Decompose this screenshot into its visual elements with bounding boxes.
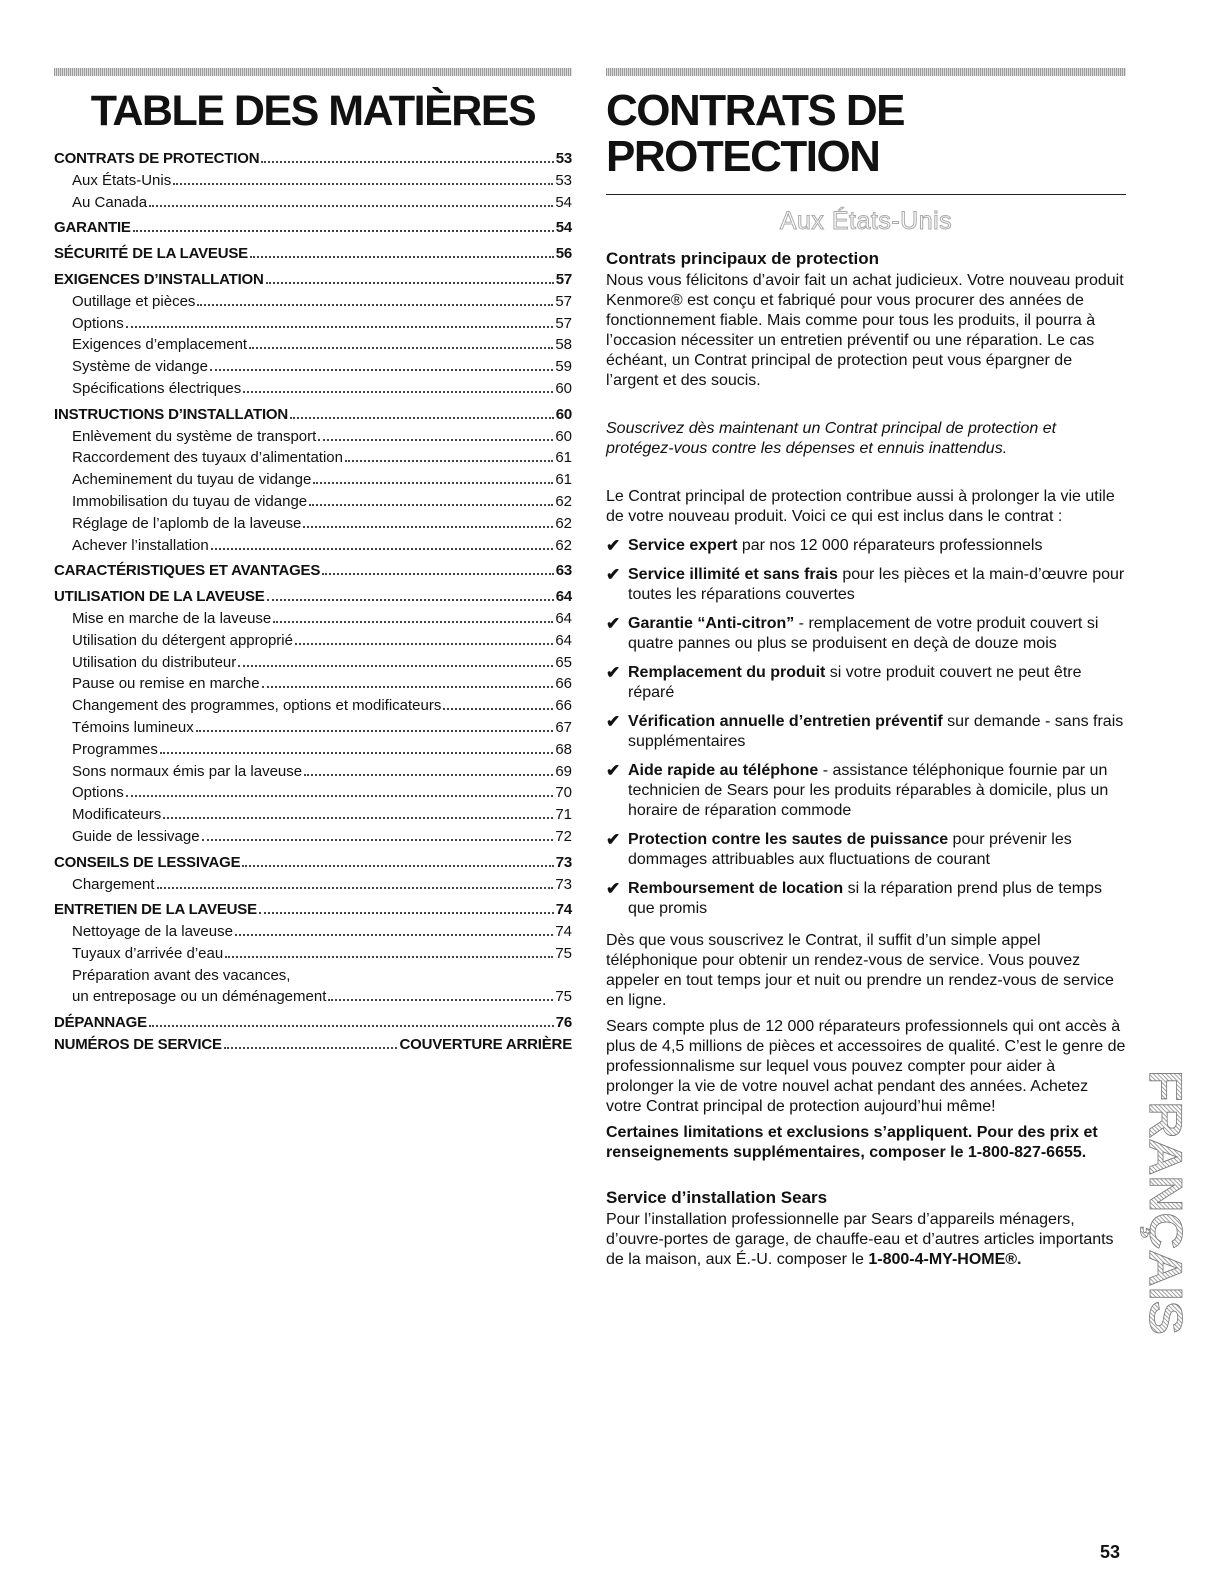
- benefit-title: Garantie “Anti-citron”: [628, 615, 795, 632]
- toc-entry-label: ENTRETIEN DE LA LAVEUSE: [54, 901, 257, 919]
- toc-leader-dots: [290, 417, 554, 419]
- toc-leader-dots: [157, 887, 554, 889]
- toc-entry-page: 56: [555, 245, 572, 263]
- benefit-title: Protection contre les sautes de puissance: [628, 831, 949, 848]
- toc-entry-page: 62: [555, 492, 572, 510]
- toc-leader-dots: [345, 460, 553, 462]
- benefit-text: [628, 663, 1126, 703]
- toc-entry-label: Acheminement du tuyau de vidange: [72, 471, 312, 489]
- toc-entry-label: Immobilisation du tuyau de vidange: [72, 492, 308, 510]
- toc-entry-label: EXIGENCES D’INSTALLATION: [54, 270, 264, 288]
- toc-entry-label: INSTRUCTIONS D’INSTALLATION: [54, 405, 289, 423]
- toc-section-entry: [54, 148, 572, 170]
- toc-subsection-entry: [54, 535, 572, 557]
- toc-subsection-entry: [54, 652, 572, 674]
- toc-section-entry: [54, 586, 572, 608]
- toc-entry-page: 64: [555, 631, 572, 649]
- toc-leader-dots: [210, 369, 553, 371]
- toc-entry-page: 65: [555, 653, 572, 671]
- toc-entry-page: 67: [555, 718, 572, 736]
- toc-entry-label: Raccordement des tuyaux d’alimentation: [72, 449, 343, 467]
- call-paragraph: Dès que vous souscrivez le Contrat, il suffit d’un simple appel téléphonique pour obtenir un rendez-vous de service. Vous pouvez appeler en tout temps jour et nuit ou prendre un rendez-vous de service en ligne.: [606, 932, 1114, 1009]
- benefit-item: [606, 536, 1126, 556]
- limitations-notice: Certaines limitations et exclusions s’appliquent. Pour des prix et renseignements supplémentaires, composer le 1-800-827-6655.: [606, 1124, 1098, 1161]
- toc-entry-page: 64: [555, 588, 572, 606]
- toc-entry-page: 63: [555, 562, 572, 580]
- toc-entry-label: Options: [72, 314, 124, 332]
- toc-column: [54, 68, 572, 1056]
- toc-leader-dots: [259, 912, 554, 914]
- toc-subsection-entry: [54, 608, 572, 630]
- toc-entry-label: Guide de lessivage: [72, 827, 200, 845]
- toc-entry-label: Aux États-Unis: [72, 171, 172, 189]
- toc-leader-dots: [267, 599, 554, 601]
- protection-title: CONTRATS DE PROTECTION: [606, 86, 905, 181]
- toc-entry-page: 66: [555, 697, 572, 715]
- checkmark-icon: ✔: [606, 879, 621, 898]
- toc-subsection-entry: [54, 874, 572, 896]
- toc-entry-label: Mise en marche de la laveuse: [72, 609, 272, 627]
- benefit-description: pour les pièces et la main-d’œuvre pour toutes les réparations couvertes: [628, 566, 1125, 603]
- checkmark-icon: ✔: [606, 565, 621, 584]
- toc-subsection-entry: [54, 491, 572, 513]
- toc-entry-page: 74: [555, 901, 572, 919]
- toc-entry-page: 66: [555, 675, 572, 693]
- toc-leader-dots: [443, 708, 553, 710]
- toc-subsection-entry: [54, 630, 572, 652]
- benefit-text: [628, 712, 1126, 752]
- toc-section-entry: [54, 1034, 572, 1056]
- checkmark-icon: ✔: [606, 536, 621, 555]
- checkmark-icon: ✔: [606, 663, 621, 682]
- toc-entry-label: Sons normaux émis par la laveuse: [72, 762, 303, 780]
- install-phone: 1-800-4-MY-HOME®.: [868, 1251, 1022, 1268]
- toc-section-entry: [54, 852, 572, 874]
- toc-entry-label: Au Canada: [72, 193, 148, 211]
- page-number: 53: [1100, 1542, 1121, 1562]
- toc-entry-label: Pause ou remise en marche: [72, 675, 260, 693]
- toc-leader-dots: [273, 621, 553, 623]
- toc-leader-dots: [211, 548, 554, 550]
- toc-entry-label: CONSEILS DE LESSIVAGE: [54, 853, 241, 871]
- toc-leader-dots: [126, 795, 554, 797]
- benefit-item: [606, 712, 1126, 752]
- toc-subsection-entry: [54, 291, 572, 313]
- toc-entry-page: 58: [555, 336, 572, 354]
- toc-entry-page: 70: [555, 784, 572, 802]
- toc-entry-page: 75: [555, 944, 572, 962]
- toc-leader-dots: [328, 999, 553, 1001]
- benefit-item: [606, 761, 1126, 821]
- toc-leader-dots: [262, 686, 554, 688]
- checkmark-icon: ✔: [606, 614, 621, 633]
- toc-leader-dots: [303, 526, 553, 528]
- benefit-text: [628, 614, 1126, 654]
- toc-leader-dots: [309, 504, 553, 506]
- toc-subsection-entry: [54, 804, 572, 826]
- toc-subsection-entry: [54, 717, 572, 739]
- toc-entry-label: UTILISATION DE LA LAVEUSE: [54, 588, 265, 606]
- toc-leader-dots: [235, 934, 553, 936]
- checkmark-icon: ✔: [606, 712, 621, 731]
- toc-section-entry: [54, 1012, 572, 1034]
- toc-entry-label: Système de vidange: [72, 358, 208, 376]
- benefit-title: Service illimité et sans frais: [628, 566, 838, 583]
- toc-entry-page: 64: [555, 609, 572, 627]
- toc-entry-label: CARACTÉRISTIQUES ET AVANTAGES: [54, 562, 321, 580]
- toc-entry-label: Exigences d’emplacement: [72, 336, 248, 354]
- divider: [606, 194, 1126, 195]
- toc-leader-dots: [224, 1047, 398, 1049]
- toc-entry-page: 60: [555, 379, 572, 397]
- toc-subsection-entry: [54, 469, 572, 491]
- toc-entry-label: Préparation avant des vacances,: [72, 966, 291, 984]
- toc-leader-dots: [202, 839, 554, 841]
- benefit-item: [606, 879, 1126, 919]
- toc-leader-dots: [238, 665, 553, 667]
- toc-subsection-entry: [54, 192, 572, 214]
- benefit-title: Remplacement du produit: [628, 664, 826, 681]
- toc-leader-dots: [242, 865, 553, 867]
- toc-entry-label: Tuyaux d’arrivée d’eau: [72, 944, 224, 962]
- toc-entry-label: Programmes: [72, 740, 158, 758]
- benefit-description: si votre produit couvert ne peut être réparé: [628, 664, 1082, 701]
- protection-column: [606, 68, 1126, 1270]
- toc-entry-page: 69: [555, 762, 572, 780]
- benefit-text: [628, 879, 1126, 919]
- toc-leader-dots: [197, 304, 553, 306]
- toc-subsection-entry: [54, 739, 572, 761]
- toc-leader-dots: [304, 774, 553, 776]
- toc-entry-label: GARANTIE: [54, 219, 131, 237]
- toc-entry-label: Outillage et pièces: [72, 292, 196, 310]
- toc-entry-label: Achever l’installation: [72, 536, 209, 554]
- toc-entry-page: 61: [555, 449, 572, 467]
- toc-subsection-entry: [54, 170, 572, 192]
- toc-entry-label: Options: [72, 784, 124, 802]
- toc-subsection-entry: [54, 986, 572, 1008]
- benefit-text: [628, 761, 1126, 821]
- toc-leader-dots: [250, 256, 554, 258]
- toc-entry-page: 68: [555, 740, 572, 758]
- side-language-label: [1130, 1070, 1200, 1340]
- toc-subsection-entry: [54, 782, 572, 804]
- checkmark-icon: ✔: [606, 761, 621, 780]
- toc-entry-page: 53: [555, 150, 572, 167]
- toc-entry-page: 53: [555, 171, 572, 189]
- toc-entry-label: Spécifications électriques: [72, 379, 242, 397]
- toc-entry-page: COUVERTURE ARRIÈRE: [399, 1036, 572, 1054]
- toc-entry-label: DÉPANNAGE: [54, 1014, 147, 1032]
- install-paragraph: [606, 1210, 1126, 1270]
- toc-leader-dots: [149, 205, 553, 207]
- benefit-description: - remplacement de votre produit couvert si quatre pannes ou plus se produisent en deçà de douze mois: [628, 615, 1099, 652]
- toc-subsection-entry: [54, 943, 572, 965]
- benefit-title: Remboursement de location: [628, 880, 844, 897]
- install-text: Pour l’installation professionnelle par Sears d’appareils ménagers, d’ouvre-portes de garage, de chauffe-eau et d’autres articles importants de la maison, aux É.-U. composer le: [606, 1211, 1114, 1268]
- benefit-description: sur demande - sans frais supplémentaires: [628, 713, 1124, 750]
- toc-section-entry: [54, 404, 572, 426]
- benefit-text: [628, 565, 1126, 605]
- top-rule: [606, 68, 1126, 76]
- toc-leader-dots: [173, 183, 553, 185]
- benefit-title: Aide rapide au téléphone: [628, 762, 819, 779]
- toc-leader-dots: [261, 161, 553, 163]
- benefit-description: par nos 12 000 réparateurs professionnels: [737, 537, 1043, 554]
- toc-entry-label: SÉCURITÉ DE LA LAVEUSE: [54, 245, 248, 263]
- toc-leader-dots: [225, 956, 553, 958]
- benefit-item: [606, 614, 1126, 654]
- toc-entry-page: 61: [555, 471, 572, 489]
- toc-section-entry: [54, 269, 572, 291]
- toc-section-entry: [54, 243, 572, 265]
- toc-entry-page: 62: [555, 514, 572, 532]
- toc-entry-page: 60: [555, 405, 572, 423]
- benefit-list: [606, 536, 1126, 919]
- main-contracts-heading: Contrats principaux de protection: [606, 249, 879, 268]
- toc-leader-dots: [196, 730, 554, 732]
- toc-title: TABLE DES MATIÈRES: [90, 87, 536, 135]
- toc-entry-label: CONTRATS DE PROTECTION: [54, 150, 260, 167]
- toc-entry-page: 59: [555, 358, 572, 376]
- benefit-item: [606, 663, 1126, 703]
- toc-subsection-entry: [54, 673, 572, 695]
- toc-leader-dots: [266, 282, 554, 284]
- toc-leader-dots: [318, 439, 553, 441]
- toc-entry-label: Changement des programmes, options et modificateurs: [72, 697, 442, 715]
- toc-subsection-entry: [54, 921, 572, 943]
- benefit-title: Service expert: [628, 537, 738, 554]
- toc-subsection-entry: [54, 965, 572, 987]
- benefit-title: Vérification annuelle d’entretien préventif: [628, 713, 943, 730]
- benefit-text: [628, 536, 1126, 556]
- toc-entry-page: 57: [555, 314, 572, 332]
- benefit-item: [606, 830, 1126, 870]
- toc-leader-dots: [163, 817, 553, 819]
- toc-section-entry: [54, 560, 572, 582]
- toc-entry-page: 62: [555, 536, 572, 554]
- toc-subsection-entry: [54, 426, 572, 448]
- country-heading: Aux États-Unis: [779, 207, 953, 235]
- toc-entry-page: 76: [555, 1014, 572, 1032]
- toc-subsection-entry: [54, 447, 572, 469]
- toc-entry-page: 57: [555, 270, 572, 288]
- toc-leader-dots: [322, 573, 554, 575]
- toc-entry-page: 71: [555, 806, 572, 824]
- benefit-description: - assistance téléphonique fournie par un technicien de Sears pour les produits réparables à domicile, plus un horaire de réparation commode: [628, 762, 1109, 819]
- italic-note: Souscrivez dès maintenant un Contrat principal de protection et protégez-vous contre les dépenses et ennuis inattendus.: [606, 420, 1057, 457]
- toc-subsection-entry: [54, 695, 572, 717]
- toc-entry-label: Utilisation du détergent approprié: [72, 631, 293, 649]
- benefit-text: [628, 830, 1126, 870]
- toc-leader-dots: [249, 347, 553, 349]
- toc-entry-label: Enlèvement du système de transport: [72, 427, 317, 445]
- toc-entry-label: Utilisation du distributeur: [72, 653, 237, 671]
- toc-entry-label: NUMÉROS DE SERVICE: [54, 1036, 222, 1054]
- toc-leader-dots: [149, 1025, 554, 1027]
- toc-entry-page: 57: [555, 292, 572, 310]
- toc-leader-dots: [160, 752, 553, 754]
- toc-entry-label: un entreposage ou un déménagement: [72, 988, 327, 1006]
- benefit-item: [606, 565, 1126, 605]
- toc-entry-page: 73: [555, 853, 572, 871]
- toc-leader-dots: [295, 643, 553, 645]
- toc-subsection-entry: [54, 313, 572, 335]
- toc-leader-dots: [126, 326, 554, 328]
- checkmark-icon: ✔: [606, 830, 621, 849]
- benefit-description: pour prévenir les dommages attribuables aux fluctuations de courant: [628, 831, 1072, 868]
- toc-entry-page: 75: [555, 988, 572, 1006]
- intro-paragraph: Nous vous félicitons d’avoir fait un achat judicieux. Votre nouveau produit Kenmore® est conçu et fabriqué pour vous procurer des années de fonctionnement fiable. Mais comme pour tous les produits, il pourra à l’occasion nécessiter un entretien préventif ou une réparation. Le cas échéant, un Contrat principal de protection peut vous épargner de l’argent et des soucis.: [606, 272, 1124, 389]
- sears-paragraph: Sears compte plus de 12 000 réparateurs professionnels qui ont accès à plus de 4,5 millions de pièces et accessoires de qualité. C’est le genre de professionnalisme sur lequel vous pouvez compter pour aider à prolonger la vie de votre nouvel achat pendant des années. Achetez votre Contrat principal de protection aujourd’hui même!: [606, 1018, 1126, 1115]
- toc-entry-label: Réglage de l’aplomb de la laveuse: [72, 514, 302, 532]
- toc-entry-label: Modificateurs: [72, 806, 162, 824]
- side-label-text: FRANÇAIS: [1140, 1070, 1192, 1308]
- toc-leader-dots: [243, 391, 553, 393]
- toc-subsection-entry: [54, 761, 572, 783]
- toc-leader-dots: [313, 482, 553, 484]
- toc-leader-dots: [133, 230, 554, 232]
- toc-section-entry: [54, 899, 572, 921]
- toc-entry-page: 72: [555, 827, 572, 845]
- inclusion-intro: Le Contrat principal de protection contribue aussi à prolonger la vie utile de votre nouveau produit. Voici ce qui est inclus dans le contrat :: [606, 488, 1115, 525]
- toc-subsection-entry: [54, 356, 572, 378]
- toc-entry-page: 73: [555, 875, 572, 893]
- toc-subsection-entry: [54, 334, 572, 356]
- benefit-description: si la réparation prend plus de temps que promis: [628, 880, 1102, 917]
- toc-entry-page: 60: [555, 427, 572, 445]
- toc-list: [54, 148, 572, 1056]
- install-heading: Service d’installation Sears: [606, 1188, 828, 1207]
- toc-entry-label: Témoins lumineux: [72, 718, 194, 736]
- toc-entry-label: Chargement: [72, 875, 155, 893]
- toc-subsection-entry: [54, 513, 572, 535]
- toc-entry-page: 74: [555, 923, 572, 941]
- toc-subsection-entry: [54, 378, 572, 400]
- toc-subsection-entry: [54, 826, 572, 848]
- toc-entry-label: Nettoyage de la laveuse: [72, 923, 233, 941]
- toc-entry-page: 54: [555, 219, 572, 237]
- top-rule: [54, 68, 572, 76]
- toc-entry-page: 54: [555, 193, 572, 211]
- toc-section-entry: [54, 217, 572, 239]
